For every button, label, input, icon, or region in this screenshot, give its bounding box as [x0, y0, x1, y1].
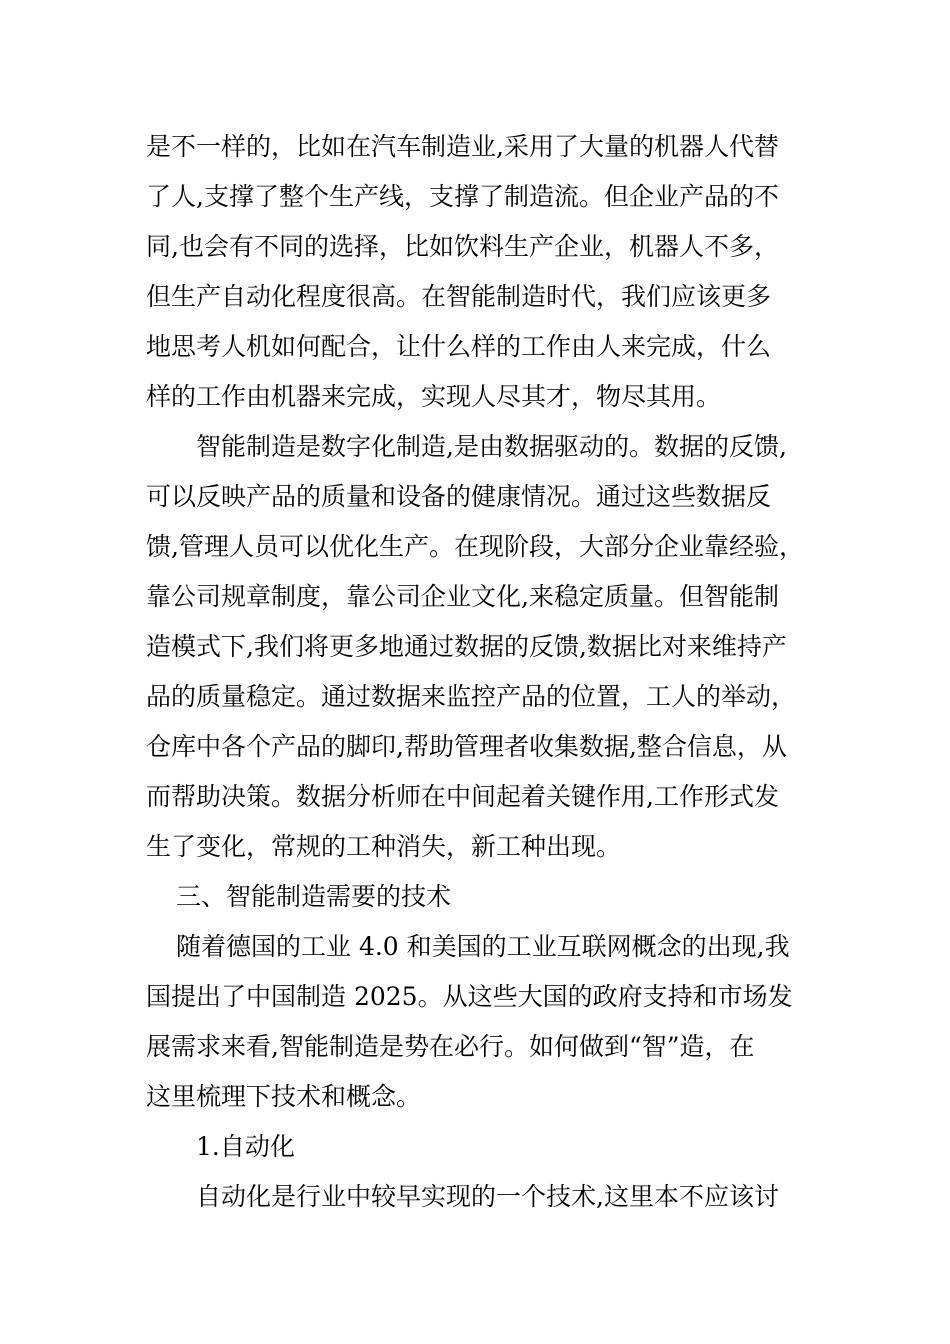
text-line: 地思考人机如何配合，让什么样的工作由人来完成，什么 [146, 332, 772, 361]
text-line: 智能制造是数字化制造,是由数据驱动的。数据的反馈, [196, 432, 787, 461]
subsection-heading: 1.自动化 [196, 1132, 295, 1161]
text-line: 展需求来看,智能制造是势在必行。如何做到“智”造，在 [146, 1032, 755, 1061]
text-line: 这里梳理下技术和概念。 [146, 1082, 422, 1111]
text-line: 而帮助决策。数据分析师在中间起着关键作用,工作形式发 [146, 782, 779, 811]
text-line: 生了变化，常规的工种消失，新工种出现。 [146, 832, 622, 861]
text-line: 是不一样的，比如在汽车制造业,采用了大量的机器人代替 [146, 132, 779, 161]
text-line: 但生产自动化程度很高。在智能制造时代，我们应该更多 [146, 282, 772, 311]
text-line: 造模式下,我们将更多地通过数据的反馈,数据比对来维持产 [146, 632, 787, 661]
section-heading: 三、智能制造需要的技术 [176, 882, 452, 911]
text-line: 仓库中各个产品的脚印,帮助管理者收集数据,整合信息，从 [146, 732, 787, 761]
text-line: 样的工作由机器来完成，实现人尽其才，物尽其用。 [146, 382, 722, 411]
text-line: 品的质量稳定。通过数据来监控产品的位置，工人的举动， [146, 682, 797, 711]
text-line: 馈,管理人员可以优化生产。在现阶段，大部分企业靠经验， [146, 532, 804, 561]
text-line: 自动化是行业中较早实现的一个技术,这里本不应该讨 [196, 1182, 779, 1211]
text-line: 国提出了中国制造 2025。从这些大国的政府支持和市场发 [146, 982, 793, 1011]
text-line: 了人,支撑了整个生产线，支撑了制造流。但企业产品的不 [146, 182, 779, 211]
text-line: 可以反映产品的质量和设备的健康情况。通过这些数据反 [146, 482, 772, 511]
text-line: 随着德国的工业 4.0 和美国的工业互联网概念的出现,我 [176, 932, 790, 961]
text-line: 同,也会有不同的选择，比如饮料生产企业，机器人不多， [146, 232, 779, 261]
text-line: 靠公司规章制度，靠公司企业文化,来稳定质量。但智能制 [146, 582, 779, 611]
